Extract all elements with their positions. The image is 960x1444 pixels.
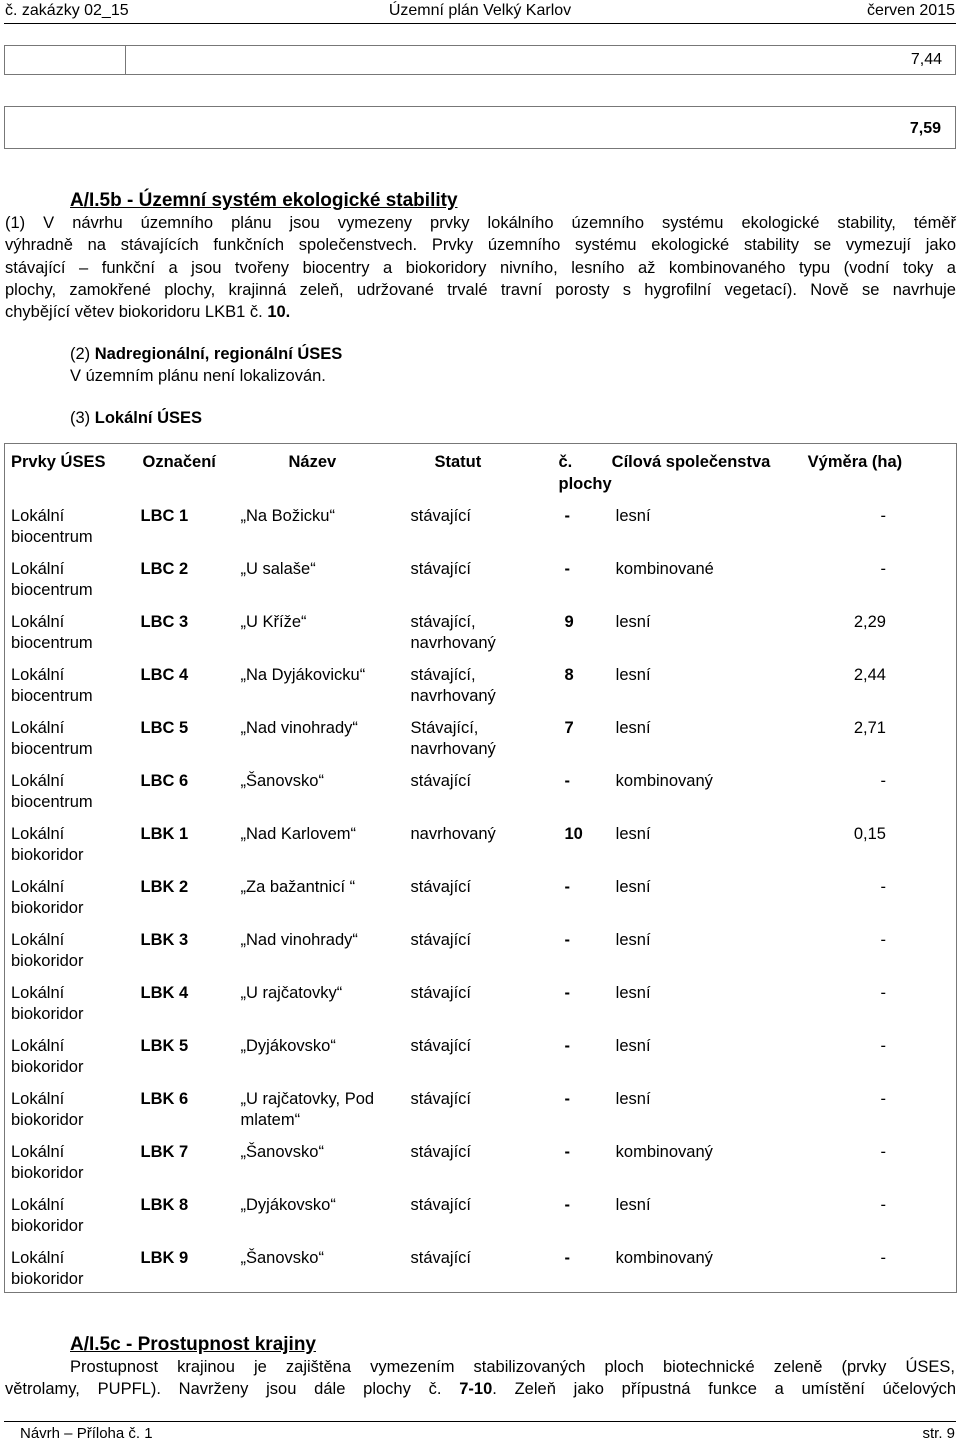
cell-code: LBC 1	[140, 506, 189, 525]
table-header-row	[5, 444, 957, 498]
subsection-2-heading	[70, 345, 342, 364]
cell-area: -	[880, 559, 886, 578]
table-row	[5, 922, 957, 975]
cell-status: stávající	[410, 506, 472, 525]
cell-target-community: kombinované	[615, 559, 714, 578]
cell-status: stávající	[410, 1142, 472, 1161]
cell-plot-number: -	[564, 877, 570, 896]
cell-name: „Nad Karlovem“	[240, 824, 357, 843]
cell-element-type: Lokální biokoridor	[11, 824, 84, 864]
cell-plot-number: -	[564, 1195, 570, 1214]
col-header-status: Statut	[434, 453, 482, 471]
subsection-3-heading	[70, 409, 202, 428]
cell-plot-number: -	[564, 930, 570, 949]
table-row	[5, 657, 957, 710]
cell-target-community: kombinovaný	[615, 1248, 713, 1267]
cell-element-type: Lokální biocentrum	[11, 718, 93, 758]
cell-code: LBK 5	[140, 1036, 189, 1055]
cell-plot-number: -	[564, 506, 570, 525]
cell-target-community: lesní	[615, 1089, 651, 1108]
paragraph-1-line-4: plochy, zamokřené plochy, krajinná zeleň, udržované trvalé travní porosty s hygrofilní vegetací). Nově se navrhuje	[5, 281, 956, 299]
table-row	[5, 551, 957, 604]
cell-code: LBK 7	[140, 1142, 189, 1161]
cell-element-type: Lokální biocentrum	[11, 506, 93, 546]
cell-plot-number: -	[564, 1036, 570, 1055]
cell-area: -	[880, 1089, 886, 1108]
cell-plot-number: 10	[564, 824, 583, 843]
col-header-area: Výměra (ha)	[807, 453, 903, 471]
cell-target-community: lesní	[615, 824, 651, 843]
cell-target-community: lesní	[615, 877, 651, 896]
table-row	[5, 1240, 957, 1293]
cell-name: „Nad vinohrady“	[240, 718, 358, 737]
cell-code: LBC 3	[140, 612, 189, 631]
cell-status: navrhovaný	[410, 824, 496, 843]
cell-status: stávající	[410, 559, 472, 578]
table-body	[5, 498, 957, 1293]
paragraph-1-line-5	[5, 302, 956, 324]
cell-area: -	[880, 1142, 886, 1161]
cell-plot-number: -	[564, 1089, 570, 1108]
cell-area: -	[880, 983, 886, 1002]
permeability-line-1: Prostupnost krajinou je zajištěna vymezením stabilizovaných ploch biotechnické zeleně (prvky ÚSES,	[70, 1358, 955, 1376]
cell-area: 2,71	[853, 718, 886, 737]
cell-status: stávající	[410, 983, 472, 1002]
cell-code: LBK 1	[140, 824, 189, 843]
cell-element-type: Lokální biokoridor	[11, 930, 84, 970]
table-row	[5, 763, 957, 816]
cell-element-type: Lokální biokoridor	[11, 877, 84, 917]
footer-document-label: Návrh – Příloha č. 1	[20, 1425, 153, 1442]
cell-area: 0,15	[853, 824, 886, 843]
cell-plot-number: 8	[564, 665, 574, 684]
cell-code: LBK 3	[140, 930, 189, 949]
cell-name: „Šanovsko“	[240, 771, 324, 790]
cell-name: „Na Dyjákovicku“	[240, 665, 366, 684]
cell-code: LBC 2	[140, 559, 189, 578]
cell-element-type: Lokální biocentrum	[11, 559, 93, 599]
cell-status: stávající, navrhovaný	[410, 665, 496, 705]
table-row	[5, 975, 957, 1028]
cell-plot-number: -	[564, 559, 570, 578]
cell-name: „U rajčatovky“	[240, 983, 343, 1002]
cell-element-type: Lokální biokoridor	[11, 1248, 84, 1288]
cell-area: -	[880, 771, 886, 790]
table-row	[5, 1081, 957, 1134]
col-header-plot-number: č. plochy	[558, 453, 612, 493]
cell-target-community: lesní	[615, 718, 651, 737]
cell-element-type: Lokální biokoridor	[11, 1089, 84, 1129]
cell-status: Stávající, navrhovaný	[410, 718, 496, 758]
col-header-name: Název	[288, 453, 337, 471]
cell-name: „Šanovsko“	[240, 1142, 324, 1161]
cell-target-community: lesní	[615, 612, 651, 631]
table-row	[5, 710, 957, 763]
header-contract-number: č. zakázky 02_15	[5, 2, 129, 19]
col-header-code: Označení	[142, 453, 216, 471]
section-heading-uses: A/I.5b - Územní systém ekologické stability	[70, 190, 458, 211]
col-header-element-type: Prvky ÚSES	[11, 453, 106, 471]
subsection-2-title: Nadregionální, regionální ÚSES	[94, 345, 343, 363]
cell-element-type: Lokální biocentrum	[11, 771, 93, 811]
cell-name: „Za bažantnicí “	[240, 877, 356, 896]
cell-target-community: lesní	[615, 1195, 651, 1214]
cell-status: stávající	[410, 930, 472, 949]
header-document-title: Územní plán Velký Karlov	[388, 2, 572, 19]
cell-plot-number: 9	[564, 612, 574, 631]
table-row	[5, 1134, 957, 1187]
permeability-line-2-text: větrolamy, PUPFL). Navrženy jsou dále plochy č.	[5, 1380, 460, 1398]
cell-plot-number: -	[564, 1248, 570, 1267]
cell-element-type: Lokální biocentrum	[11, 612, 93, 652]
cell-element-type: Lokální biokoridor	[11, 983, 84, 1023]
cell-target-community: lesní	[615, 1036, 651, 1055]
cell-status: stávající	[410, 1195, 472, 1214]
uses-elements-table	[4, 443, 957, 1293]
cell-status: stávající	[410, 1248, 472, 1267]
col-header-target-community: Cílová společenstva	[611, 453, 771, 471]
permeability-line-2	[5, 1379, 956, 1401]
cell-area: -	[880, 1248, 886, 1267]
paragraph-1-line-5-text: chybějící větev biokoridoru LKB1 č.	[5, 303, 268, 321]
paragraph-1-line-2: výhradně na stávajících funkčních společenstvech. Prvky územního systému ekologické stability se vymezují jako	[5, 236, 956, 254]
cell-status: stávající	[410, 1089, 472, 1108]
cell-target-community: lesní	[615, 983, 651, 1002]
top-table-value-2: 7,59	[4, 106, 956, 149]
cell-code: LBC 6	[140, 771, 189, 790]
paragraph-1-plot-number: 10.	[267, 303, 291, 321]
cell-name: „Dyjákovsko“	[240, 1195, 336, 1214]
cell-status: stávající	[410, 1036, 472, 1055]
footer-divider	[4, 1421, 956, 1422]
cell-code: LBK 9	[140, 1248, 189, 1267]
cell-name: „Na Božicku“	[240, 506, 335, 525]
paragraph-1-line-1: (1) V návrhu územního plánu jsou vymezeny prvky lokálního územního systému ekologické stability, téměř	[5, 214, 956, 232]
permeability-plot-range: 7-10	[459, 1380, 493, 1398]
cell-area: -	[880, 930, 886, 949]
subsection-3-label: (3)	[70, 409, 95, 427]
cell-element-type: Lokální biokoridor	[11, 1036, 84, 1076]
page-header	[5, 2, 955, 22]
footer-page-number: str. 9	[922, 1425, 955, 1442]
table-row	[5, 1028, 957, 1081]
cell-name: „Nad vinohrady“	[240, 930, 358, 949]
cell-code: LBK 2	[140, 877, 189, 896]
cell-code: LBC 4	[140, 665, 189, 684]
cell-code: LBK 8	[140, 1195, 189, 1214]
cell-area: -	[880, 877, 886, 896]
cell-target-community: kombinovaný	[615, 771, 713, 790]
permeability-line-2-tail: . Zeleň jako přípustná funkce a umístění účelových	[492, 1380, 956, 1398]
cell-element-type: Lokální biokoridor	[11, 1142, 84, 1182]
cell-target-community: kombinovaný	[615, 1142, 713, 1161]
table-row	[5, 498, 957, 551]
subsection-3-title: Lokální ÚSES	[94, 409, 203, 427]
cell-area: -	[880, 1036, 886, 1055]
cell-name: „Šanovsko“	[240, 1248, 324, 1267]
header-date: červen 2015	[866, 2, 955, 19]
cell-area: -	[880, 506, 886, 525]
cell-target-community: lesní	[615, 506, 651, 525]
table-row	[5, 1187, 957, 1240]
cell-element-type: Lokální biokoridor	[11, 1195, 84, 1235]
cell-name: „U Kříže“	[240, 612, 307, 631]
cell-status: stávající, navrhovaný	[410, 612, 496, 652]
cell-code: LBK 4	[140, 983, 189, 1002]
cell-area: -	[880, 1195, 886, 1214]
cell-code: LBC 5	[140, 718, 189, 737]
cell-plot-number: -	[564, 1142, 570, 1161]
cell-name: „U rajčatovky, Pod mlatem“	[240, 1089, 375, 1129]
paragraph-1-line-3: stávající – funkční a jsou tvořeny biocentry a biokoridory nivního, lesního až kombinovaného typu (vodní toky a	[5, 259, 956, 277]
subsection-2-label: (2)	[70, 345, 95, 363]
table-row	[5, 604, 957, 657]
cell-status: stávající	[410, 877, 472, 896]
cell-target-community: lesní	[615, 665, 651, 684]
cell-name: „U salaše“	[240, 559, 316, 578]
cell-area: 2,29	[853, 612, 886, 631]
cell-plot-number: -	[564, 771, 570, 790]
table-row	[5, 869, 957, 922]
top-table-value-1: 7,44	[910, 51, 942, 68]
cell-code: LBK 6	[140, 1089, 189, 1108]
cell-plot-number: 7	[564, 718, 574, 737]
cell-plot-number: -	[564, 983, 570, 1002]
cell-area: 2,44	[853, 665, 886, 684]
cell-element-type: Lokální biocentrum	[11, 665, 93, 705]
subsection-2-text: V územním plánu není lokalizován.	[70, 367, 326, 385]
section-heading-permeability: A/I.5c - Prostupnost krajiny	[70, 1334, 316, 1355]
table-row	[5, 816, 957, 869]
cell-status: stávající	[410, 771, 472, 790]
header-divider	[4, 23, 956, 24]
cell-target-community: lesní	[615, 930, 651, 949]
cell-name: „Dyjákovsko“	[240, 1036, 336, 1055]
